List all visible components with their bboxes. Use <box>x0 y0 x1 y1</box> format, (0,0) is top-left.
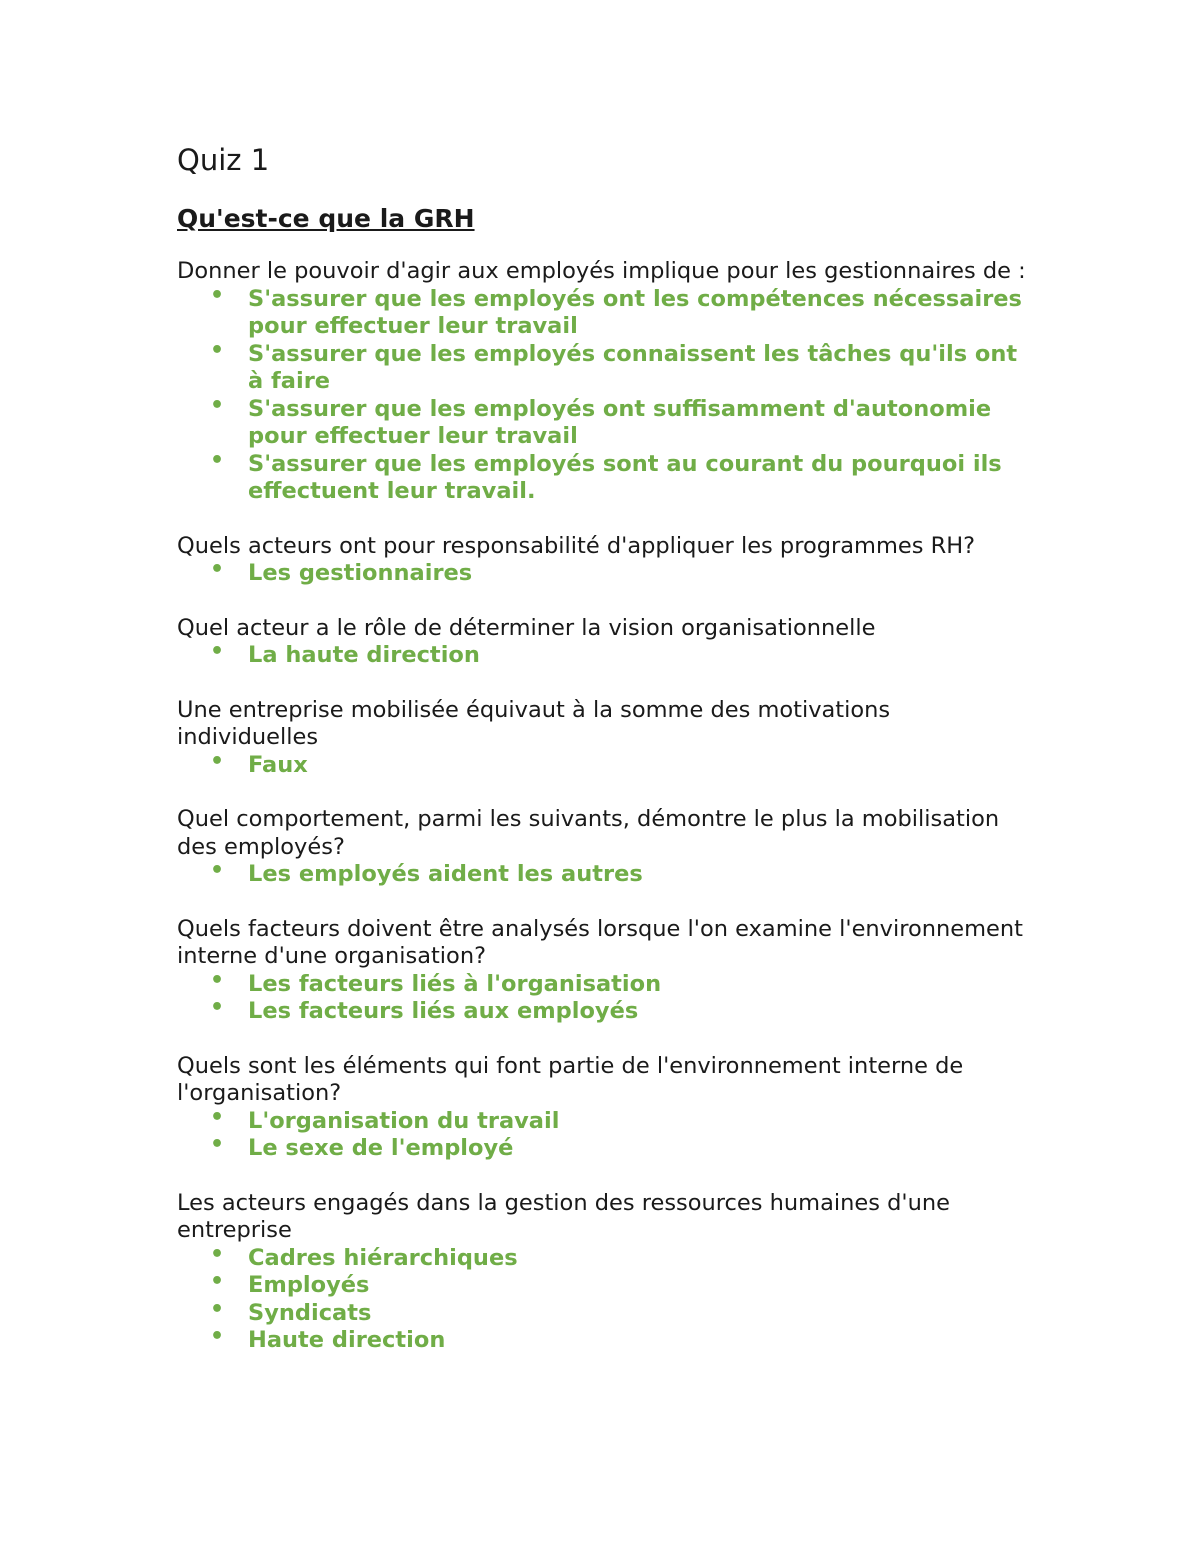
bullet-icon: • <box>210 748 225 774</box>
question-block <box>177 1053 1037 1163</box>
question-block <box>177 1190 1037 1355</box>
answer-list <box>177 967 1037 1026</box>
answer-item <box>177 995 1037 1026</box>
question-text: Quel comportement, parmi les suivants, démontre le plus la mobilisation des employés? <box>177 806 1000 860</box>
answer-text: S'assurer que les employés ont les compétences nécessaires pour effectuer leur travail <box>248 285 1022 339</box>
answer-list <box>177 557 1037 588</box>
answer-item <box>177 639 1037 670</box>
bullet-icon: • <box>210 392 225 418</box>
question-list <box>177 258 1037 1355</box>
answer-list <box>177 858 1037 889</box>
answer-text: Les employés aident les autres <box>248 861 643 887</box>
question-text: Quels acteurs ont pour responsabilité d'appliquer les programmes RH? <box>177 532 976 559</box>
bullet-icon: • <box>210 967 225 993</box>
document-page <box>177 140 1037 1355</box>
answer-item <box>177 1296 1037 1328</box>
answer-item <box>177 1241 1037 1273</box>
answer-item <box>177 858 1037 889</box>
bullet-icon: • <box>210 557 225 582</box>
question-block <box>177 615 1037 670</box>
answer-text: Le sexe de l'employé <box>248 1135 514 1161</box>
answer-text: Cadres hiérarchiques <box>248 1244 518 1271</box>
bullet-icon: • <box>210 337 225 363</box>
bullet-icon: • <box>210 639 225 664</box>
answer-list <box>177 639 1037 670</box>
question-text: Quel acteur a le rôle de déterminer la vision organisationnelle <box>177 614 876 641</box>
bullet-icon: • <box>210 995 225 1020</box>
answer-text: Syndicats <box>248 1299 372 1326</box>
answer-item <box>177 1104 1037 1136</box>
answer-list <box>177 282 1037 506</box>
answer-list <box>177 1104 1037 1163</box>
document-title: Quiz 1 <box>177 143 270 177</box>
question-block <box>177 697 1037 780</box>
answer-item <box>177 392 1037 451</box>
answer-item <box>177 282 1037 341</box>
question-block <box>177 533 1037 588</box>
question-block <box>177 806 1037 889</box>
bullet-icon: • <box>210 1241 225 1267</box>
answer-text: Les facteurs liés aux employés <box>248 998 639 1024</box>
answer-text: La haute direction <box>248 642 480 668</box>
answer-text: Haute direction <box>248 1327 446 1353</box>
question-text: Les acteurs engagés dans la gestion des ressources humaines d'une entreprise <box>177 1189 950 1243</box>
question-text: Donner le pouvoir d'agir aux employés implique pour les gestionnaires de : <box>177 258 1026 284</box>
answer-item <box>177 967 1037 999</box>
answer-text: Les gestionnaires <box>248 560 473 586</box>
answer-item <box>177 447 1037 506</box>
question-block <box>177 258 1037 506</box>
bullet-icon: • <box>210 282 225 308</box>
question-block <box>177 916 1037 1026</box>
answer-text: Les facteurs liés à l'organisation <box>248 970 662 997</box>
answer-text: S'assurer que les employés sont au courant du pourquoi ils effectuent leur travail. <box>248 450 1002 504</box>
answer-item <box>177 748 1037 780</box>
bullet-icon: • <box>210 858 225 883</box>
answer-text: Employés <box>248 1272 370 1298</box>
bullet-icon: • <box>210 447 225 473</box>
answer-item <box>177 1269 1037 1300</box>
answer-text: Faux <box>248 751 308 778</box>
answer-item <box>177 337 1037 396</box>
bullet-icon: • <box>210 1104 225 1130</box>
question-text: Quels facteurs doivent être analysés lorsque l'on examine l'environnement interne d'une organisation? <box>177 915 1023 969</box>
answer-item <box>177 557 1037 588</box>
bullet-icon: • <box>210 1296 225 1322</box>
question-text: Une entreprise mobilisée équivaut à la somme des motivations individuelles <box>177 696 891 750</box>
answer-list <box>177 748 1037 780</box>
bullet-icon: • <box>210 1269 225 1294</box>
answer-text: S'assurer que les employés ont suffisamment d'autonomie pour effectuer leur travail <box>248 395 992 449</box>
section-heading: Qu'est-ce que la GRH <box>177 204 475 233</box>
answer-text: L'organisation du travail <box>248 1107 560 1134</box>
answer-item <box>177 1324 1037 1355</box>
bullet-icon: • <box>210 1132 225 1157</box>
question-text: Quels sont les éléments qui font partie de l'environnement interne de l'organisation? <box>177 1052 964 1106</box>
answer-item <box>177 1132 1037 1163</box>
answer-list <box>177 1241 1037 1355</box>
answer-text: S'assurer que les employés connaissent les tâches qu'ils ont à faire <box>248 340 1018 394</box>
bullet-icon: • <box>210 1324 225 1349</box>
